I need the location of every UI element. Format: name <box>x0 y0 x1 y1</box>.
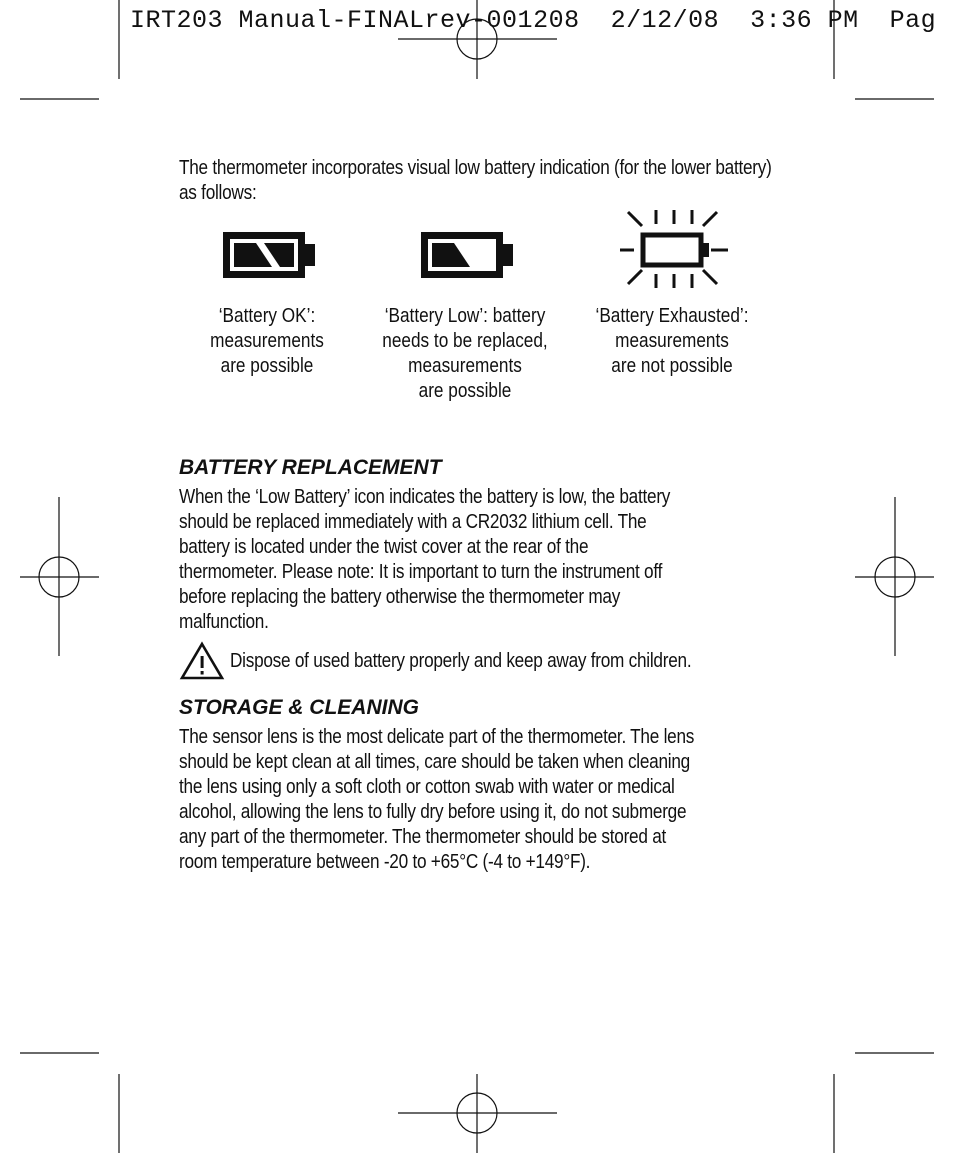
text-line: The sensor lens is the most delicate part of the thermometer. The lens <box>179 726 695 748</box>
disposal-warning-text: Dispose of used battery properly and keep away from children. <box>230 649 692 672</box>
warning-triangle-icon <box>179 641 225 681</box>
text-line: before replacing the battery otherwise the thermometer may <box>179 586 621 608</box>
text-line: should be replaced immediately with a CR2032 lithium cell. The <box>179 511 647 533</box>
text-line: the lens using only a soft cloth or cotton swab with water or medical <box>179 776 675 798</box>
battery-indicator-legend <box>179 210 779 455</box>
battery-replacement-text <box>179 485 779 635</box>
battery-exhausted-icon <box>614 210 730 290</box>
battery-ok-icon <box>217 210 317 290</box>
battery-indication-intro: The thermometer incorporates visual low battery indication (for the lower battery) as follows: <box>179 157 772 204</box>
battery-replacement-heading: BATTERY REPLACEMENT <box>179 456 442 479</box>
storage-cleaning-text <box>179 725 779 875</box>
print-slug: IRT203 Manual-FINALrev-001208 2/12/08 3:36 PM Pag <box>130 6 937 35</box>
text-line: malfunction. <box>179 611 269 633</box>
battery-exhausted-caption: ‘Battery Exhausted’: measurements are not possible <box>595 305 749 377</box>
text-line: any part of the thermometer. The thermometer should be stored at <box>179 826 667 848</box>
battery-state-low <box>365 210 565 404</box>
battery-ok-caption: ‘Battery OK’: measurements are possible <box>210 305 324 377</box>
text-line: When the ‘Low Battery’ icon indicates the battery is low, the battery <box>179 486 671 508</box>
storage-cleaning-heading: STORAGE & CLEANING <box>179 696 419 719</box>
text-line: should be kept clean at all times, care should be taken when cleaning <box>179 751 690 773</box>
battery-low-caption: ‘Battery Low’: battery needs to be replaced, measurements are possible <box>382 305 548 402</box>
text-line: room temperature between -20 to +65°C (-4 to +149°F). <box>179 851 591 873</box>
manual-page-content <box>179 156 779 875</box>
disposal-warning <box>179 641 779 681</box>
battery-state-ok <box>167 210 367 379</box>
text-line: thermometer. Please note: It is important to turn the instrument off <box>179 561 663 583</box>
text-line: alcohol, allowing the lens to fully dry before using it, do not submerge <box>179 801 687 823</box>
battery-low-icon <box>415 210 515 290</box>
battery-state-exhausted <box>572 210 772 379</box>
text-line: battery is located under the twist cover at the rear of the <box>179 536 589 558</box>
